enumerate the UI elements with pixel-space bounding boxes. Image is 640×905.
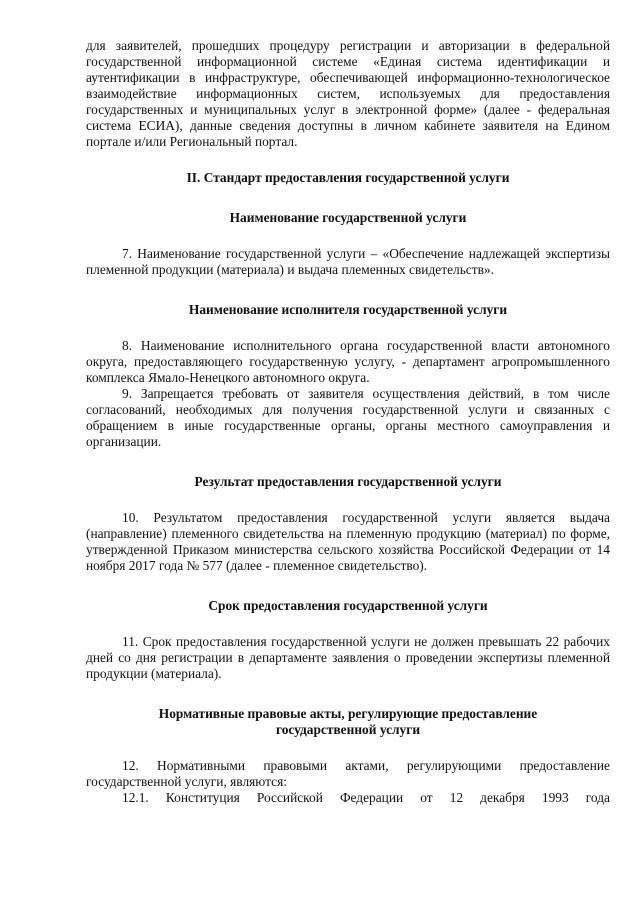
intro-paragraph: для заявителей, прошедших процедуру регистрации и авторизации в федеральной государственной информационной системе «Единая система идентификации и аутентификации в инфраструктуре, обеспечивающей информационно-технологическое взаимодействие информационных систем, используемых для предоставления государственных и муниципальных услуг в электронной форме» (далее - федеральная система ЕСИА), данные сведения доступны в личном кабинете заявителя на Едином портале и/или Региональный портал. — [86, 38, 610, 149]
paragraph-12-1: 12.1. Конституция Российской Федерации от 12 декабря 1993 года — [122, 790, 610, 805]
paragraph-9: 9. Запрещается требовать от заявителя осуществления действий, в том числе согласований, необходимых для получения государственной услуги и связанных с обращением в иные государственные органы, органы местного самоуправления и организации. — [86, 386, 610, 449]
heading-service-result: Результат предоставления государственной услуги — [194, 474, 502, 489]
document-page — [86, 38, 610, 806]
paragraph-8: 8. Наименование исполнительного органа государственной власти автономного округа, предоставляющего государственную услугу, - департамент агропромышленного комплекса Ямало-Ненецкого автономного округа. — [86, 338, 610, 385]
heading-service-term: Срок предоставления государственной услуги — [208, 598, 488, 613]
paragraph-10: 10. Результатом предоставления государственной услуги является выдача (направление) племенного свидетельства на племенную продукцию (материал) по форме, утвержденной Приказом министерства сельского хозяйства Российской Федерации от 14 ноября 2017 года № 577 (далее - племенное свидетельство). — [86, 510, 610, 573]
section-title: II. Стандарт предоставления государственной услуги — [186, 170, 510, 185]
heading-executor-name: Наименование исполнителя государственной услуги — [188, 302, 508, 317]
heading-service-name: Наименование государственной услуги — [229, 210, 467, 225]
heading-legal-acts-line1: Нормативные правовые акты, регулирующие предоставление — [158, 706, 538, 721]
paragraph-12: 12. Нормативными правовыми актами, регулирующими предоставление государственной услуги, являются: — [86, 758, 610, 789]
paragraph-11: 11. Срок предоставления государственной услуги не должен превышать 22 рабочих дней со дня регистрации в департаменте заявления о проведении экспертизы племенной продукции (материала). — [86, 634, 610, 681]
heading-legal-acts-line2: государственной услуги — [275, 722, 421, 737]
paragraph-7: 7. Наименование государственной услуги – «Обеспечение надлежащей экспертизы племенной продукции (материала) и выдача племенных свидетельств». — [86, 246, 610, 277]
